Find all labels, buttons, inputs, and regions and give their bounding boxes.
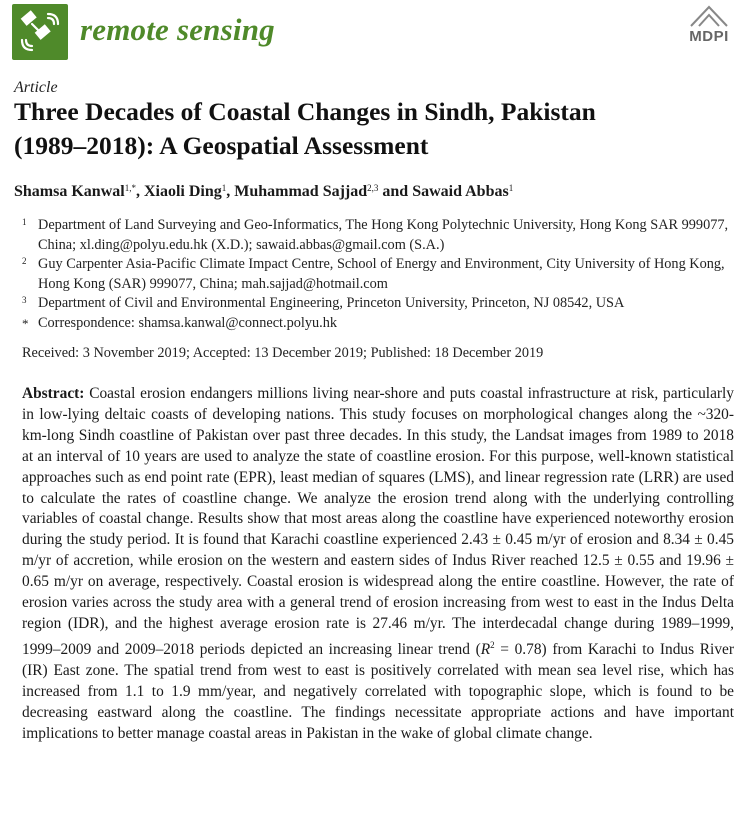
journal-logo — [12, 4, 68, 60]
author-separator: and — [378, 183, 413, 200]
author-name[interactable]: Sawaid Abbas — [412, 183, 509, 200]
abstract-text-part-1: Coastal erosion endangers millions living near-shore and puts coastal infrastructure at risk, particularly in low-lying deltaic coasts of developing nations. This study focuses on morphological changes along the ~320-km-long Sindh coastline of Pakistan over past three decades. In this study, the Landsat images from 1989 to 2018 at an interval of 10 years are used to analyze the state of coastline erosion. For this purpose, well-known statistical approaches such as end point rate (EPR), least median of squares (LMS), and linear regression rate (LRR) are used to calculate the rates of coastline change. We analyze the erosion trend along with the underlying controlling variables of coastal change. Results show that most areas along the coastline have experienced noteworthy erosion during the study period. It is found that Karachi coastline experienced 2.43 ± 0.45 m/yr of erosion and 8.34 ± 0.45 m/yr of accretion, while erosion on the western and eastern sides of Indus River reached 12.5 ± 0.55 and 19.96 ± 0.65 m/yr on average, respectively. Coastal erosion is widespread along the entire coastline. However, the rate of erosion varies across the study area with a general trend of erosion increasing from west to east in the Indus Delta region (IDR), and the highest average erosion rate is 27.46 m/yr. The interdecadal change during 1989–1999, 1999–2009 and 2009–2018 periods depicted an increasing linear trend ( — [22, 385, 734, 658]
publisher-logo[interactable] — [673, 4, 745, 52]
author-name[interactable]: Xiaoli Ding — [143, 183, 222, 200]
author-affiliation-marker: 1 — [221, 183, 227, 193]
affiliation-text: Guy Carpenter Asia-Pacific Climate Impact Centre, School of Energy and Environment, City University of Hong Kong, Hong Kong (SAR) 999077, China; mah.sajjad@hotmail.com — [38, 256, 725, 292]
author-name[interactable]: Shamsa Kanwal — [14, 183, 125, 200]
article-title — [14, 95, 744, 163]
title-line-2: (1989–2018): A Geospatial Assessment — [14, 131, 429, 160]
publisher-emblem-icon — [679, 4, 739, 28]
journal-name[interactable]: remote sensing — [80, 12, 275, 47]
author-separator: , — [135, 183, 144, 200]
affiliation-list — [22, 216, 734, 334]
author-affiliation-marker: 1 — [508, 183, 514, 193]
author-separator: , — [226, 183, 235, 200]
author-name[interactable]: Muhammad Sajjad — [234, 183, 368, 200]
affiliation-number: 3 — [22, 295, 27, 306]
affiliation-item — [22, 216, 734, 255]
publication-dates: Received: 3 November 2019; Accepted: 13 December 2019; Published: 18 December 2019 — [22, 345, 544, 361]
correspondence-text: Correspondence: shamsa.kanwal@connect.polyu.hk — [38, 314, 338, 331]
abstract-r-superscript: 2 — [490, 639, 495, 650]
publisher-name: MDPI — [689, 28, 729, 45]
correspondence-item — [22, 314, 734, 334]
abstract-label: Abstract: — [22, 385, 85, 402]
author-affiliation-marker: 2,3 — [367, 183, 379, 193]
affiliation-number: 2 — [22, 256, 27, 267]
author-affiliation-marker: 1,* — [124, 183, 136, 193]
article-type: Article — [14, 79, 58, 96]
affiliation-text: Department of Civil and Environmental Engineering, Princeton University, Princeton, NJ 08542, USA — [38, 295, 625, 312]
abstract — [22, 384, 734, 745]
affiliation-text: Department of Land Surveying and Geo-Informatics, The Hong Kong Polytechnic University, Hong Kong SAR 999077, China; xl.ding@polyu.edu.hk (X.D.); sawaid.abbas@gmail.com (S.A.) — [38, 217, 729, 253]
satellite-icon — [12, 4, 68, 60]
affiliation-number: 1 — [22, 217, 27, 227]
journal-header — [12, 4, 745, 62]
affiliation-item — [22, 255, 734, 294]
title-line-1: Three Decades of Coastal Changes in Sindh, Pakistan — [14, 97, 596, 126]
abstract-text-part-2: = 0.78) from Karachi to Indus River (IR) East zone. The spatial trend from west to east is positively correlated with mean sea level rise, which has increased from 1.1 to 1.9 mm/year, and negatively correlated with topographic slope, which is found to be decreasing eastward along the coastline. The findings necessitate appropriate actions and have important implications to better manage coastal areas in Pakistan in the wake of global climate change. — [22, 641, 734, 742]
author-list — [14, 183, 744, 201]
affiliation-item — [22, 294, 734, 314]
abstract-r-symbol: R — [480, 641, 491, 658]
correspondence-marker: * — [22, 315, 29, 331]
